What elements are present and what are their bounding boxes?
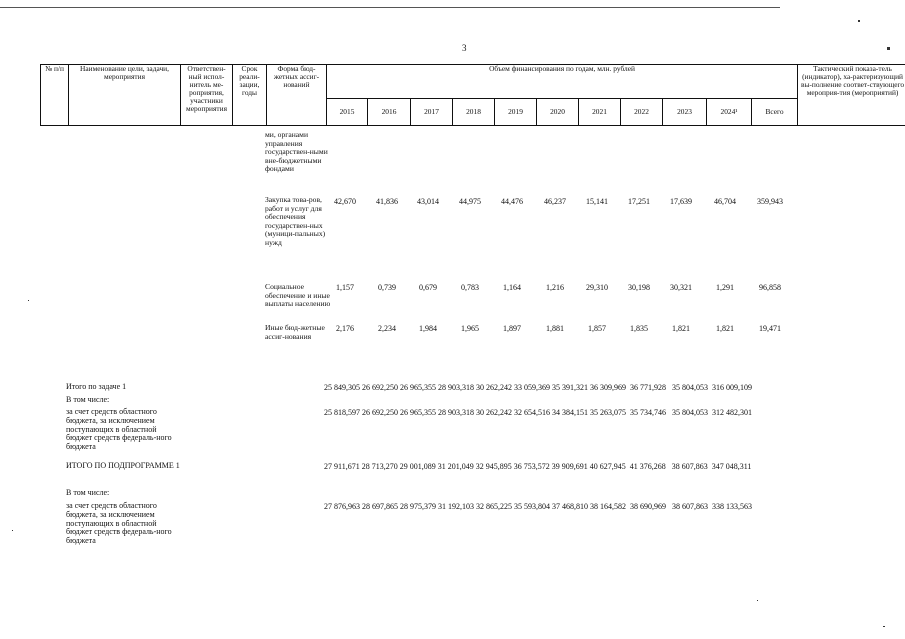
regional-budget-values: 27 876,963 28 697,865 28 975,379 31 192,103 32 865,225 35 593,804 37 468,810 38 164,582 38 690,969 38 607,863 338 133,563 — [324, 502, 752, 511]
regional-budget-label: за счет средств областного бюджета, за исключением поступающих в областной бюджет средств федераль-ного бюджета — [66, 501, 172, 546]
year-header: 2017 — [411, 99, 453, 126]
subprogram-total-values: 27 911,671 28 713,270 29 001,089 31 201,049 32 945,895 36 753,572 39 909,691 40 627,945 41 376,268 38 607,863 347 048,311 — [324, 462, 752, 471]
scan-dot — [887, 47, 890, 50]
year-header: 2018 — [453, 99, 495, 126]
form-value-cell: 15,141 — [586, 197, 608, 206]
form-value-cell: 1,897 — [503, 324, 521, 333]
form-value-cell: 1,164 — [503, 283, 521, 292]
form-label: Закупка това-ров, работ и услуг для обеспечения государствен-ных (муници-пальных) нужд — [265, 195, 326, 247]
task-total-values: 25 849,305 26 692,250 26 965,355 28 903,318 30 262,242 33 059,369 35 391,321 36 309,969 36 771,928 35 804,053 316 009,109 — [324, 383, 752, 392]
scan-dot — [858, 20, 860, 22]
year-header: 2020 — [537, 99, 579, 126]
form-label: ми, органами управления государствен-ными вне-бюджетными фондами — [265, 130, 328, 174]
form-value-cell: 1,157 — [336, 283, 354, 292]
form-value-cell: 17,251 — [628, 197, 650, 206]
form-value-cell: 1,984 — [419, 324, 437, 333]
form-value-cell: 43,014 — [417, 197, 439, 206]
scan-top-line — [0, 7, 780, 8]
year-header: 2024¹ — [707, 99, 752, 126]
form-value-total: 359,943 — [757, 197, 783, 206]
col-num-header: № п/п — [41, 65, 69, 126]
form-label: Иные бюд-жетные ассиг-нования — [265, 323, 325, 341]
form-value-cell: 41,836 — [376, 197, 398, 206]
header-table — [40, 64, 905, 126]
form-value-cell: 30,321 — [670, 283, 692, 292]
form-value-total: 96,858 — [759, 283, 781, 292]
col-name-header: Наименование цели, задачи, мероприятия — [69, 65, 181, 126]
form-value-cell: 1,835 — [630, 324, 648, 333]
form-value-cell: 1,881 — [546, 324, 564, 333]
col-responsible-header: Ответствен-ный испол-нитель ме-роприятия, участники мероприятия — [181, 65, 233, 126]
form-value-cell: 30,198 — [628, 283, 650, 292]
form-value-cell: 42,670 — [334, 197, 356, 206]
col-finance-header: Объем финансирования по годам, млн. рублей — [327, 65, 798, 99]
form-value-cell: 1,216 — [546, 283, 564, 292]
form-value-cell: 2,234 — [378, 324, 396, 333]
including-label: В том числе: — [66, 395, 110, 404]
form-value-cell: 0,783 — [461, 283, 479, 292]
including-label: В том числе: — [66, 488, 110, 497]
form-value-cell: 17,639 — [670, 197, 692, 206]
col-form-header: Форма бюд-жетных ассиг-нований — [267, 65, 327, 126]
subprogram-total-label: ИТОГО ПО ПОДПРОГРАММЕ 1 — [66, 461, 180, 470]
year-header: 2021 — [579, 99, 621, 126]
form-value-cell: 1,857 — [588, 324, 606, 333]
scan-dot — [28, 300, 29, 301]
form-value-cell: 44,975 — [459, 197, 481, 206]
form-value-cell: 0,739 — [378, 283, 396, 292]
form-value-cell: 46,237 — [544, 197, 566, 206]
task-total-label: Итого по задаче 1 — [66, 382, 127, 391]
form-value-total: 19,471 — [759, 324, 781, 333]
form-value-cell: 1,821 — [672, 324, 690, 333]
form-value-cell: 1,291 — [716, 283, 734, 292]
regional-budget-label: за счет средств областного бюджета, за исключением поступающих в областной бюджет средств федераль-ного бюджета — [66, 407, 172, 452]
scan-dot — [757, 600, 758, 601]
col-tactic-header: Тактический показа-тель (индикатор), ха-рактеризующий вы-полнение соответ-ствующего мероприя-тия (мероприятий) — [798, 65, 905, 126]
form-value-cell: 29,310 — [586, 283, 608, 292]
scan-dot — [12, 530, 13, 531]
form-value-cell: 0,679 — [419, 283, 437, 292]
form-value-cell: 1,821 — [716, 324, 734, 333]
form-value-cell: 2,176 — [336, 324, 354, 333]
year-header: 2016 — [368, 99, 411, 126]
year-header: 2023 — [663, 99, 707, 126]
regional-budget-values: 25 818,597 26 692,250 26 965,355 28 903,318 30 262,242 32 654,516 34 384,151 35 263,075 35 734,746 35 804,053 312 482,301 — [324, 408, 752, 417]
scan-dot — [883, 626, 885, 627]
col-term-header: Срок реали-зации, годы — [233, 65, 267, 126]
form-value-cell: 44,476 — [501, 197, 523, 206]
year-header: 2022 — [621, 99, 663, 126]
year-header: 2015 — [327, 99, 368, 126]
page-number: 3 — [462, 43, 467, 53]
form-value-cell: 1,965 — [461, 324, 479, 333]
year-header: 2019 — [495, 99, 537, 126]
year-header-total: Всего — [752, 99, 798, 126]
form-label: Социальное обеспечение и иные выплаты населению — [265, 282, 331, 309]
form-value-cell: 46,704 — [714, 197, 736, 206]
